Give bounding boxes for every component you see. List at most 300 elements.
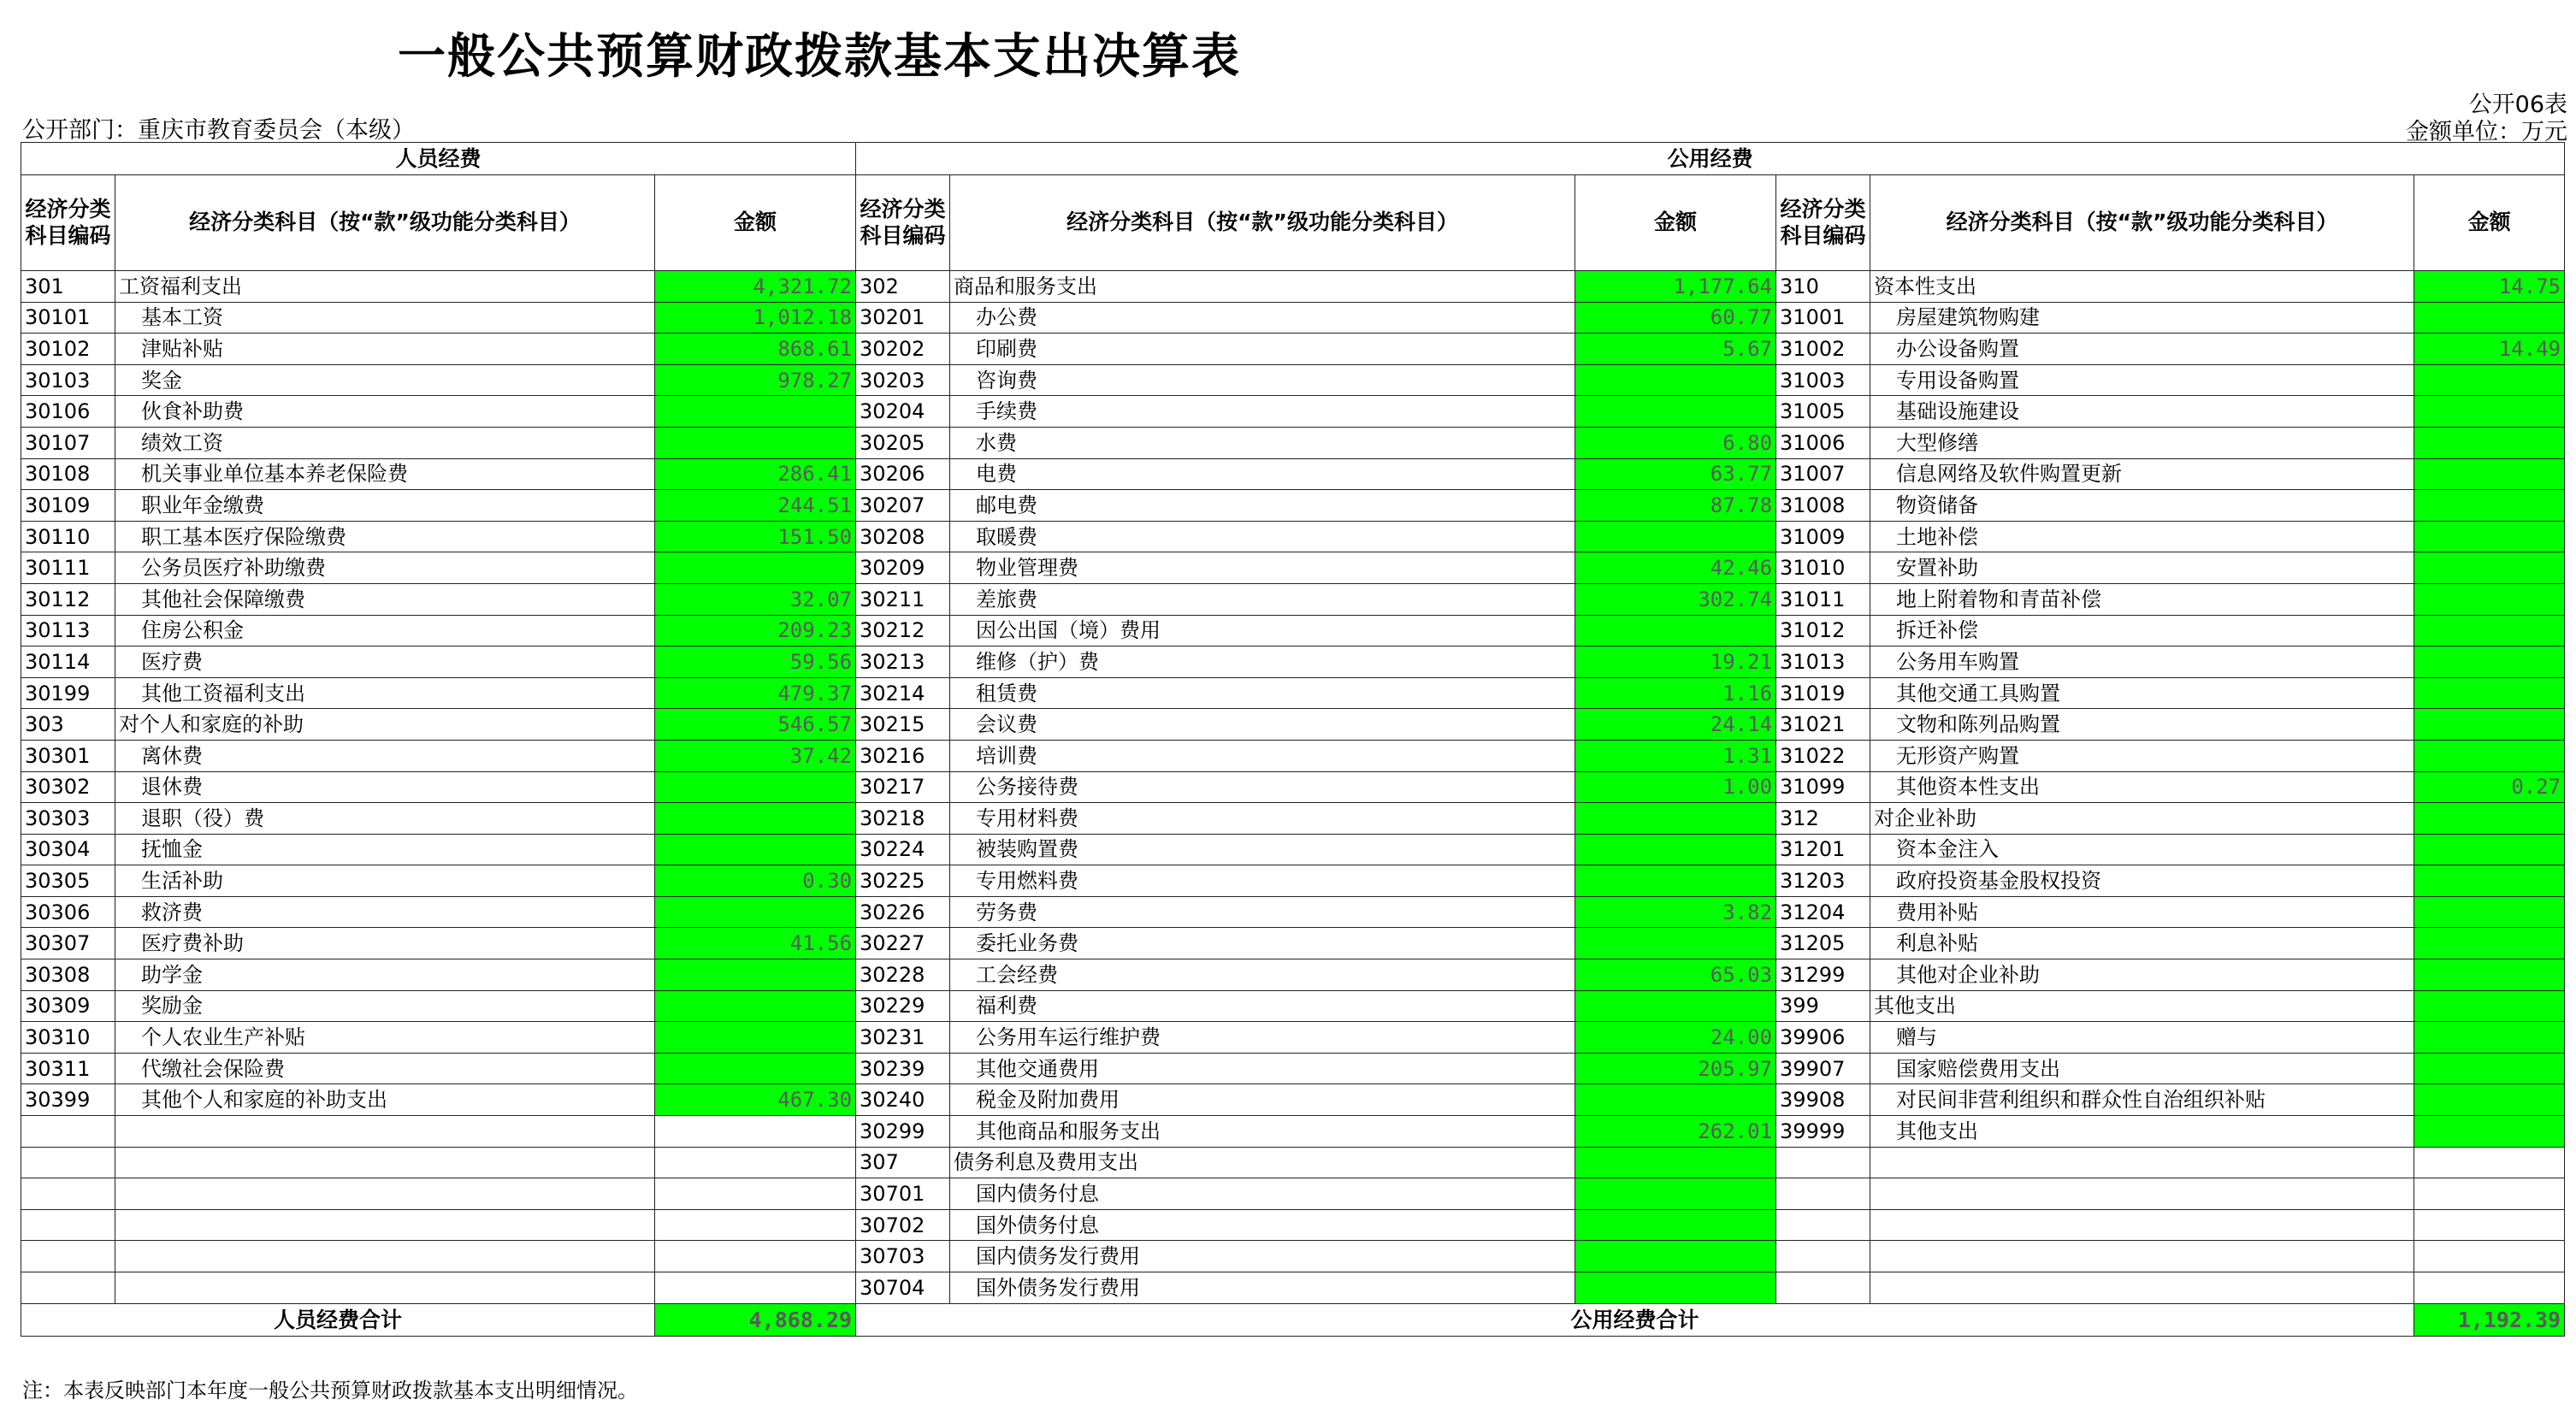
item-code: 30108	[21, 458, 115, 490]
item-name: 其他资本性支出	[1870, 771, 2414, 803]
item-amount: 5.67	[1575, 334, 1776, 365]
item-code: 30704	[856, 1272, 950, 1304]
item-amount	[2414, 740, 2565, 771]
item-code: 39908	[1776, 1084, 1870, 1116]
table-row	[21, 1272, 2565, 1304]
item-code: 39906	[1776, 1022, 1870, 1054]
item-name	[1870, 1272, 2414, 1304]
table-row	[21, 1116, 2565, 1148]
item-amount	[1575, 1209, 1776, 1241]
item-amount: 60.77	[1575, 302, 1776, 334]
item-amount	[1575, 1147, 1776, 1178]
item-code: 303	[21, 709, 115, 741]
item-amount	[2414, 803, 2565, 835]
item-amount	[2414, 615, 2565, 646]
item-name	[1870, 1178, 2414, 1210]
item-code: 30217	[856, 771, 950, 803]
item-amount	[1575, 865, 1776, 897]
table-row	[21, 1209, 2565, 1241]
item-name: 津贴补贴	[115, 334, 655, 365]
personnel-total-label: 人员经费合计	[21, 1303, 655, 1336]
item-name: 专用燃料费	[950, 865, 1575, 897]
item-code: 30240	[856, 1084, 950, 1116]
item-code	[21, 1241, 115, 1272]
item-code: 30102	[21, 334, 115, 365]
item-name: 债务利息及费用支出	[950, 1147, 1575, 1178]
item-name	[1870, 1209, 2414, 1241]
item-name: 抚恤金	[115, 834, 655, 865]
footnote: 注：本表反映部门本年度一般公共预算财政拨款基本支出明细情况。	[22, 1379, 638, 1402]
item-code: 30206	[856, 458, 950, 490]
item-code: 399	[1776, 990, 1870, 1022]
item-code: 31002	[1776, 334, 1870, 365]
item-name	[115, 1178, 655, 1210]
item-amount: 87.78	[1575, 490, 1776, 522]
item-name: 咨询费	[950, 364, 1575, 396]
item-code: 30309	[21, 990, 115, 1022]
item-amount	[1575, 1272, 1776, 1304]
item-code: 30703	[856, 1241, 950, 1272]
table-number: 公开06表	[2468, 92, 2567, 118]
item-amount	[655, 1022, 856, 1054]
item-code: 39999	[1776, 1116, 1870, 1148]
item-name	[1870, 1241, 2414, 1272]
item-amount: 65.03	[1575, 959, 1776, 991]
item-code: 39907	[1776, 1053, 1870, 1084]
item-name: 对企业补助	[1870, 803, 2414, 835]
item-name: 医疗费	[115, 646, 655, 678]
table-row	[21, 896, 2565, 928]
table-row	[21, 990, 2565, 1022]
item-code: 30310	[21, 1022, 115, 1054]
item-code: 30301	[21, 740, 115, 771]
item-code	[21, 1209, 115, 1241]
item-code: 30111	[21, 552, 115, 584]
item-amount	[1575, 364, 1776, 396]
item-amount: 0.30	[655, 865, 856, 897]
item-name: 公务用车购置	[1870, 646, 2414, 678]
item-code: 31021	[1776, 709, 1870, 741]
item-amount	[2414, 959, 2565, 991]
item-name: 电费	[950, 458, 1575, 490]
item-amount	[655, 1147, 856, 1178]
item-code: 30239	[856, 1053, 950, 1084]
item-code: 30201	[856, 302, 950, 334]
item-amount: 0.27	[2414, 771, 2565, 803]
item-name: 土地补偿	[1870, 521, 2414, 552]
item-name: 退休费	[115, 771, 655, 803]
table-row	[21, 928, 2565, 959]
item-amount: 42.46	[1575, 552, 1776, 584]
name-header: 经济分类科目（按“款”级功能分类科目）	[1870, 175, 2414, 271]
item-name: 邮电费	[950, 490, 1575, 522]
item-name: 资本性支出	[1870, 271, 2414, 303]
item-name: 被装购置费	[950, 834, 1575, 865]
code-header: 经济分类科目编码	[856, 175, 950, 271]
item-code: 30106	[21, 396, 115, 428]
item-name: 工资福利支出	[115, 271, 655, 303]
table-row	[21, 458, 2565, 490]
item-amount	[1575, 1241, 1776, 1272]
item-amount	[2414, 1116, 2565, 1148]
item-name: 培训费	[950, 740, 1575, 771]
item-amount: 59.56	[655, 646, 856, 678]
item-name: 其他个人和家庭的补助支出	[115, 1084, 655, 1116]
item-name: 其他对企业补助	[1870, 959, 2414, 991]
item-amount	[2414, 896, 2565, 928]
item-name: 职业年金缴费	[115, 490, 655, 522]
table-row	[21, 709, 2565, 741]
item-code	[21, 1178, 115, 1210]
table-row	[21, 677, 2565, 709]
item-name: 信息网络及软件购置更新	[1870, 458, 2414, 490]
item-name: 取暖费	[950, 521, 1575, 552]
item-amount: 302.74	[1575, 583, 1776, 615]
table-row	[21, 1241, 2565, 1272]
table-row	[21, 865, 2565, 897]
item-amount	[1575, 990, 1776, 1022]
item-code: 30231	[856, 1022, 950, 1054]
name-header: 经济分类科目（按“款”级功能分类科目）	[115, 175, 655, 271]
item-name: 利息补贴	[1870, 928, 2414, 959]
item-code: 30702	[856, 1209, 950, 1241]
item-code: 31022	[1776, 740, 1870, 771]
item-amount	[2414, 990, 2565, 1022]
item-amount	[1575, 834, 1776, 865]
item-name: 对个人和家庭的补助	[115, 709, 655, 741]
item-name: 伙食补助费	[115, 396, 655, 428]
item-amount	[1575, 928, 1776, 959]
item-amount	[2414, 552, 2565, 584]
item-code	[1776, 1272, 1870, 1304]
amount-header: 金额	[655, 175, 856, 271]
item-name: 其他工资福利支出	[115, 677, 655, 709]
item-name: 公务接待费	[950, 771, 1575, 803]
table-row	[21, 1053, 2565, 1084]
item-name: 资本金注入	[1870, 834, 2414, 865]
item-amount	[2414, 1147, 2565, 1178]
item-code: 30216	[856, 740, 950, 771]
table-row	[21, 396, 2565, 428]
item-code: 31010	[1776, 552, 1870, 584]
item-name: 奖励金	[115, 990, 655, 1022]
table-row	[21, 771, 2565, 803]
item-code: 31009	[1776, 521, 1870, 552]
table-row	[21, 427, 2565, 458]
table-row	[21, 803, 2565, 835]
item-amount	[2414, 646, 2565, 678]
item-name: 助学金	[115, 959, 655, 991]
item-code: 31003	[1776, 364, 1870, 396]
item-amount	[2414, 396, 2565, 428]
table-row	[21, 615, 2565, 646]
item-amount	[2414, 865, 2565, 897]
item-code	[21, 1116, 115, 1148]
table-row	[21, 364, 2565, 396]
item-code: 302	[856, 271, 950, 303]
item-name: 委托业务费	[950, 928, 1575, 959]
item-code: 30229	[856, 990, 950, 1022]
item-name: 基本工资	[115, 302, 655, 334]
item-amount	[655, 1209, 856, 1241]
public-total-label: 公用经费合计	[856, 1303, 2414, 1336]
item-amount: 32.07	[655, 583, 856, 615]
item-amount	[655, 990, 856, 1022]
item-amount: 3.82	[1575, 896, 1776, 928]
item-name	[115, 1272, 655, 1304]
table-row	[21, 959, 2565, 991]
item-amount	[2414, 458, 2565, 490]
item-code	[1776, 1178, 1870, 1210]
item-amount: 467.30	[655, 1084, 856, 1116]
item-name: 职工基本医疗保险缴费	[115, 521, 655, 552]
item-name: 国外债务付息	[950, 1209, 1575, 1241]
item-name: 离休费	[115, 740, 655, 771]
item-name: 其他交通工具购置	[1870, 677, 2414, 709]
item-name: 机关事业单位基本养老保险费	[115, 458, 655, 490]
item-amount	[655, 959, 856, 991]
table-row	[21, 490, 2565, 522]
item-code: 30227	[856, 928, 950, 959]
item-code: 30202	[856, 334, 950, 365]
table-row	[21, 583, 2565, 615]
item-name	[1870, 1147, 2414, 1178]
item-name: 政府投资基金股权投资	[1870, 865, 2414, 897]
item-amount	[1575, 803, 1776, 835]
item-code: 310	[1776, 271, 1870, 303]
item-code: 31006	[1776, 427, 1870, 458]
item-amount	[655, 396, 856, 428]
item-name: 办公设备购置	[1870, 334, 2414, 365]
item-amount	[2414, 1272, 2565, 1304]
item-name: 无形资产购置	[1870, 740, 2414, 771]
item-name: 生活补助	[115, 865, 655, 897]
item-name	[115, 1116, 655, 1148]
item-code: 30199	[21, 677, 115, 709]
item-name	[115, 1209, 655, 1241]
table-row	[21, 1178, 2565, 1210]
item-amount	[655, 834, 856, 865]
item-amount	[2414, 709, 2565, 741]
item-amount	[2414, 1178, 2565, 1210]
item-name: 大型修缮	[1870, 427, 2414, 458]
item-code: 30214	[856, 677, 950, 709]
item-code: 30209	[856, 552, 950, 584]
item-name: 公务员医疗补助缴费	[115, 552, 655, 584]
item-name: 医疗费补助	[115, 928, 655, 959]
item-amount	[1575, 615, 1776, 646]
item-code: 30211	[856, 583, 950, 615]
item-name: 国外债务发行费用	[950, 1272, 1575, 1304]
item-name: 文物和陈列品购置	[1870, 709, 2414, 741]
item-name: 其他社会保障缴费	[115, 583, 655, 615]
item-amount	[655, 803, 856, 835]
table-row	[21, 334, 2565, 365]
item-amount	[2414, 490, 2565, 522]
item-name: 对民间非营利组织和群众性自治组织补贴	[1870, 1084, 2414, 1116]
item-code: 30215	[856, 709, 950, 741]
item-code: 30308	[21, 959, 115, 991]
item-amount: 14.49	[2414, 334, 2565, 365]
item-name: 手续费	[950, 396, 1575, 428]
item-amount: 1.00	[1575, 771, 1776, 803]
item-name: 其他支出	[1870, 1116, 2414, 1148]
unit-label: 金额单位：万元	[2406, 119, 2567, 145]
code-header: 经济分类科目编码	[1776, 175, 1870, 271]
department-label: 公开部门：重庆市教育委员会（本级）	[22, 117, 415, 144]
item-code: 31203	[1776, 865, 1870, 897]
item-amount: 868.61	[655, 334, 856, 365]
item-name: 租赁费	[950, 677, 1575, 709]
item-amount: 19.21	[1575, 646, 1776, 678]
personnel-group-header: 人员经费	[21, 143, 856, 175]
item-amount	[2414, 364, 2565, 396]
item-amount: 41.56	[655, 928, 856, 959]
item-amount	[655, 1116, 856, 1148]
item-name: 地上附着物和青苗补偿	[1870, 583, 2414, 615]
item-code: 30113	[21, 615, 115, 646]
item-amount	[655, 1241, 856, 1272]
item-code: 30109	[21, 490, 115, 522]
item-amount	[1575, 521, 1776, 552]
item-code: 31299	[1776, 959, 1870, 991]
item-amount	[2414, 928, 2565, 959]
item-amount	[2414, 1022, 2565, 1054]
item-name: 物资储备	[1870, 490, 2414, 522]
item-amount: 1.16	[1575, 677, 1776, 709]
item-amount	[655, 427, 856, 458]
table-row	[21, 302, 2565, 334]
item-name: 工会经费	[950, 959, 1575, 991]
table-row	[21, 834, 2565, 865]
item-code: 30213	[856, 646, 950, 678]
expenditure-table	[21, 142, 2565, 1337]
item-name: 其他支出	[1870, 990, 2414, 1022]
item-name: 国家赔偿费用支出	[1870, 1053, 2414, 1084]
item-name: 福利费	[950, 990, 1575, 1022]
item-amount	[2414, 1053, 2565, 1084]
item-amount: 63.77	[1575, 458, 1776, 490]
group-header-row	[21, 143, 2565, 175]
item-name: 物业管理费	[950, 552, 1575, 584]
item-amount: 546.57	[655, 709, 856, 741]
item-code: 31013	[1776, 646, 1870, 678]
item-amount: 14.75	[2414, 271, 2565, 303]
item-amount: 6.80	[1575, 427, 1776, 458]
item-code: 30306	[21, 896, 115, 928]
item-amount: 286.41	[655, 458, 856, 490]
item-name: 专用设备购置	[1870, 364, 2414, 396]
item-name: 其他商品和服务支出	[950, 1116, 1575, 1148]
item-name: 国内债务付息	[950, 1178, 1575, 1210]
item-code: 30307	[21, 928, 115, 959]
table-row	[21, 1022, 2565, 1054]
item-name: 奖金	[115, 364, 655, 396]
item-code: 30203	[856, 364, 950, 396]
item-amount: 262.01	[1575, 1116, 1776, 1148]
totals-row	[21, 1303, 2565, 1336]
item-code: 30228	[856, 959, 950, 991]
item-code: 30205	[856, 427, 950, 458]
item-name: 商品和服务支出	[950, 271, 1575, 303]
item-code: 30399	[21, 1084, 115, 1116]
item-amount	[2414, 1209, 2565, 1241]
item-code: 30299	[856, 1116, 950, 1148]
item-amount	[1575, 396, 1776, 428]
item-name: 办公费	[950, 302, 1575, 334]
item-amount: 479.37	[655, 677, 856, 709]
table-row	[21, 646, 2565, 678]
item-code: 30103	[21, 364, 115, 396]
item-code: 30302	[21, 771, 115, 803]
item-name: 房屋建筑物购建	[1870, 302, 2414, 334]
item-code: 31205	[1776, 928, 1870, 959]
item-name: 基础设施建设	[1870, 396, 2414, 428]
item-code: 30204	[856, 396, 950, 428]
item-name: 救济费	[115, 896, 655, 928]
item-code: 30304	[21, 834, 115, 865]
item-name: 费用补贴	[1870, 896, 2414, 928]
amount-header: 金额	[1575, 175, 1776, 271]
item-amount	[2414, 583, 2565, 615]
item-name: 个人农业生产补贴	[115, 1022, 655, 1054]
item-name: 国内债务发行费用	[950, 1241, 1575, 1272]
item-code: 31008	[1776, 490, 1870, 522]
item-code	[21, 1147, 115, 1178]
item-amount	[1575, 1084, 1776, 1116]
item-code: 30207	[856, 490, 950, 522]
item-code: 30208	[856, 521, 950, 552]
personnel-total-amount: 4,868.29	[655, 1303, 856, 1336]
item-code: 31099	[1776, 771, 1870, 803]
item-code: 30212	[856, 615, 950, 646]
item-amount	[2414, 302, 2565, 334]
item-amount	[2414, 677, 2565, 709]
item-amount	[655, 1272, 856, 1304]
item-name: 劳务费	[950, 896, 1575, 928]
item-amount: 1,177.64	[1575, 271, 1776, 303]
table-row	[21, 552, 2565, 584]
item-amount	[2414, 834, 2565, 865]
item-code: 301	[21, 271, 115, 303]
item-name: 绩效工资	[115, 427, 655, 458]
item-code: 31204	[1776, 896, 1870, 928]
item-name: 住房公积金	[115, 615, 655, 646]
item-name: 拆迁补偿	[1870, 615, 2414, 646]
item-amount: 244.51	[655, 490, 856, 522]
item-code: 30226	[856, 896, 950, 928]
item-amount	[2414, 521, 2565, 552]
item-code: 31201	[1776, 834, 1870, 865]
item-code: 31005	[1776, 396, 1870, 428]
item-amount: 24.14	[1575, 709, 1776, 741]
item-code: 30311	[21, 1053, 115, 1084]
table-row	[21, 740, 2565, 771]
item-name: 印刷费	[950, 334, 1575, 365]
table-row	[21, 1084, 2565, 1116]
item-code: 30110	[21, 521, 115, 552]
item-amount: 1.31	[1575, 740, 1776, 771]
item-amount	[655, 1053, 856, 1084]
item-amount	[655, 896, 856, 928]
item-amount	[2414, 1241, 2565, 1272]
item-code: 30303	[21, 803, 115, 835]
item-code: 30701	[856, 1178, 950, 1210]
public-total-amount: 1,192.39	[2414, 1303, 2565, 1336]
item-amount	[1575, 1178, 1776, 1210]
item-amount: 1,012.18	[655, 302, 856, 334]
item-name: 税金及附加费用	[950, 1084, 1575, 1116]
